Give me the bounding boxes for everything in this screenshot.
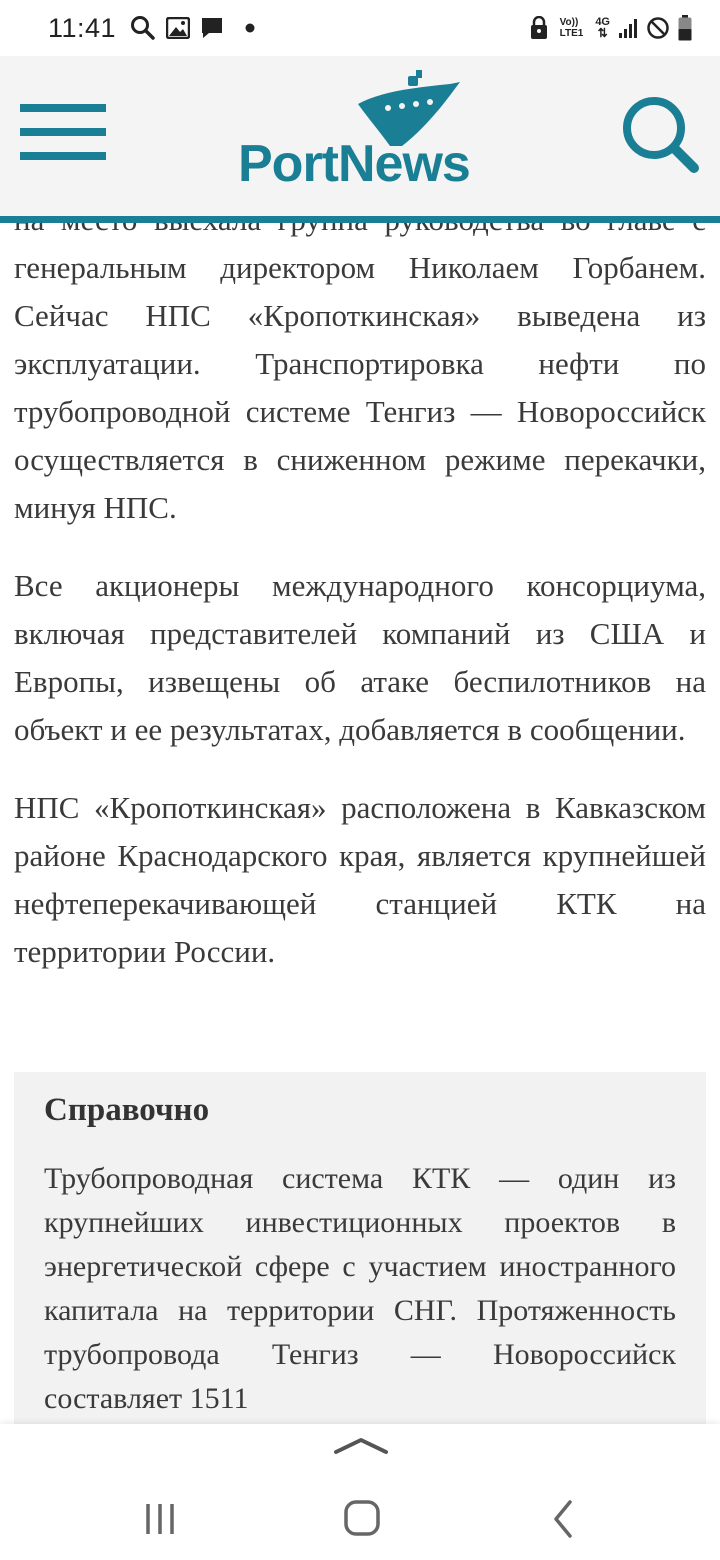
image-icon (166, 17, 190, 39)
back-icon[interactable] (534, 1494, 594, 1544)
chevron-up-icon[interactable] (334, 1434, 388, 1456)
reference-box-title: Справочно (44, 1092, 210, 1128)
recent-apps-icon[interactable] (130, 1494, 190, 1544)
bottom-navigation-bar (0, 1424, 720, 1560)
logo-text: PortNews (238, 135, 470, 193)
signal-type: 4G ⇅ (595, 16, 610, 40)
portnews-logo[interactable] (238, 70, 484, 193)
signal-icon (618, 17, 638, 39)
network-label: Vo)) LTE1 (559, 17, 584, 39)
battery-icon (678, 15, 692, 41)
reference-box (14, 1072, 706, 1432)
dot-icon (244, 22, 256, 34)
home-icon[interactable] (332, 1494, 392, 1544)
header-accent-stripe (0, 216, 720, 223)
message-icon (200, 16, 224, 40)
article-paragraph: генеральным директором Николаем Горбанем. Сейчас НПС «Кропоткинская» выведена из эксплуатации. Транспортировка нефти по трубопроводной системе Тенгиз — Новороссийск осуществляется в сниженном режиме перекачки, минуя НПС. (14, 250, 706, 525)
search-button[interactable] (618, 92, 702, 176)
article-body (14, 196, 706, 1006)
article-paragraph: Все акционеры международного консорциума, включая представителей компаний из США и Европы, извещены об атаке беспилотников на объект и ее результатах, добавляется в сообщении. (14, 568, 706, 747)
article-paragraph: НПС «Кропоткинская» расположена в Кавказском районе Краснодарского края, является крупнейшей нефтеперекачивающей станцией КТК на территории России. (14, 790, 706, 969)
lock-icon (530, 16, 548, 40)
search-icon (618, 92, 702, 176)
dnd-icon (646, 16, 670, 40)
status-bar (0, 0, 720, 56)
search-icon (130, 15, 156, 41)
reference-box-text: Трубопроводная система КТК — один из крупнейших инвестиционных проектов в энергетической сфере с участием иностранного капитала на территории СНГ. Протяженность трубопровода Тенгиз — Новороссийск составляет 1511 (44, 1162, 676, 1415)
status-time: 11:41 (48, 12, 117, 43)
menu-button[interactable] (20, 104, 106, 168)
